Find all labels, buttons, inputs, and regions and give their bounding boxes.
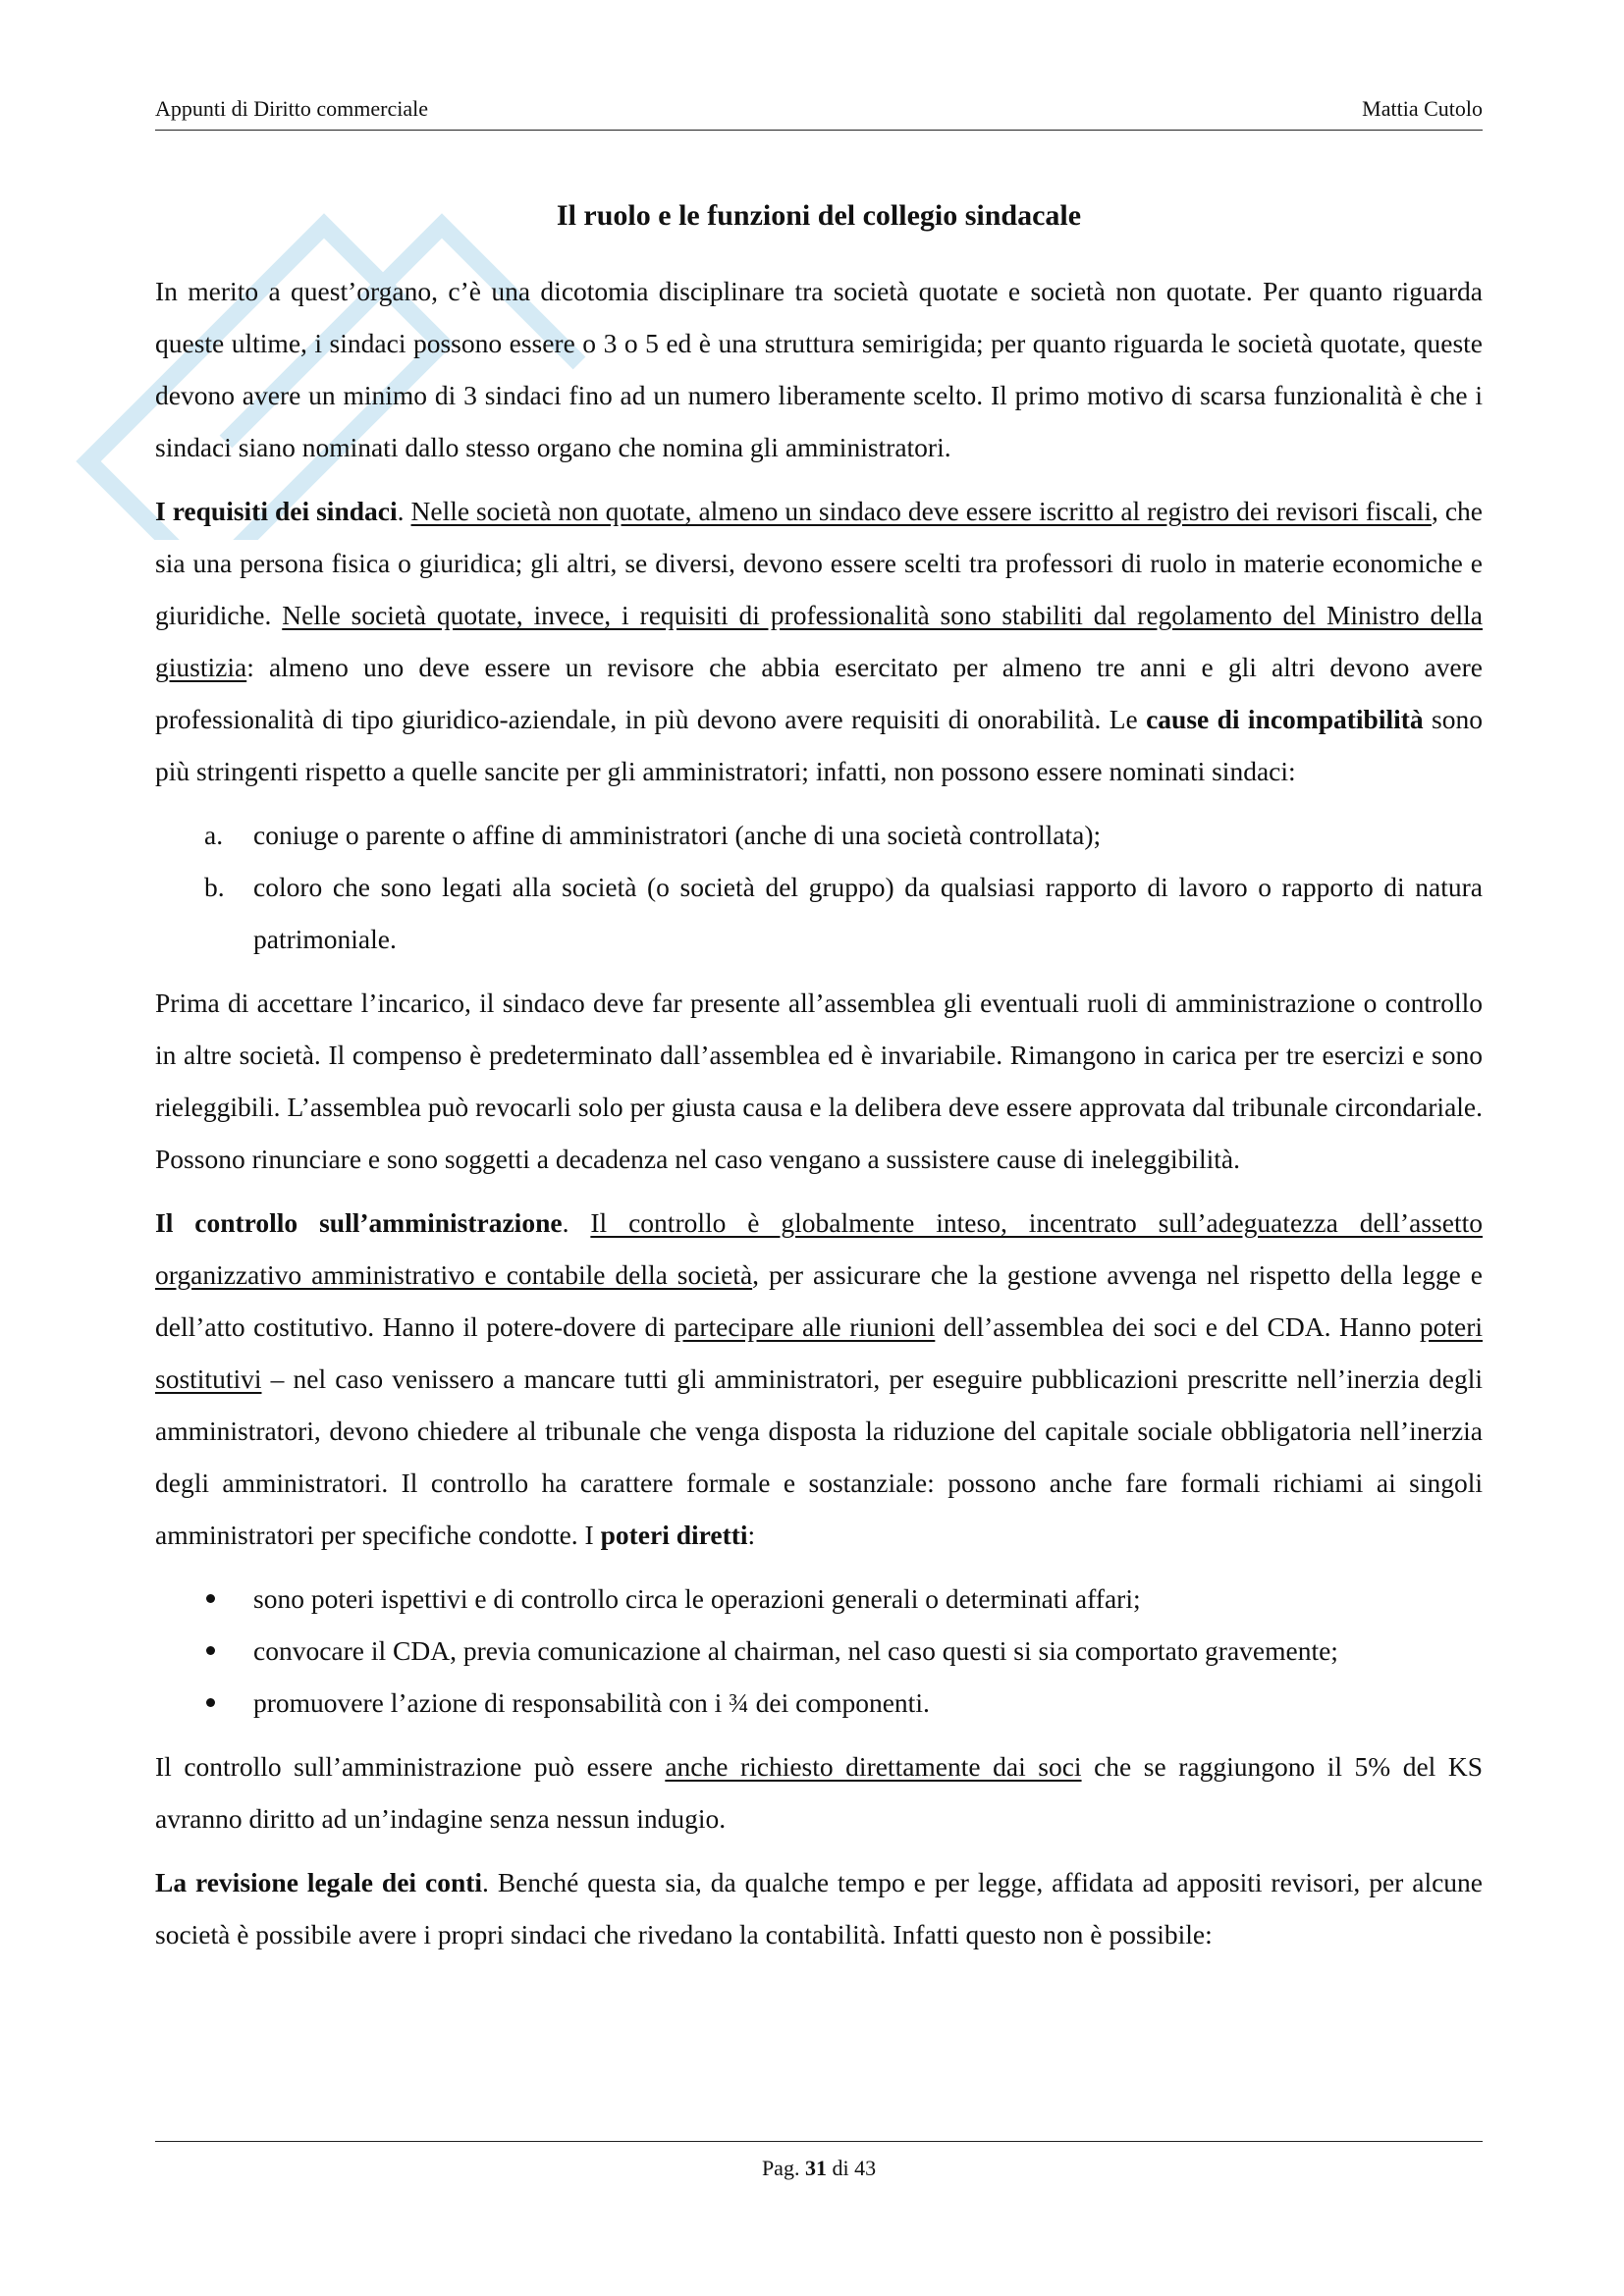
header-course-title: Appunti di Diritto commerciale	[155, 96, 428, 121]
incompatibility-list	[155, 809, 1483, 965]
underlined-text: anche richiesto direttamente dai soci	[665, 1751, 1082, 1782]
list-item: sono poteri ispettivi e di controllo circa le operazioni generali o determinati affari;	[155, 1573, 1483, 1625]
paragraph-lead: Il controllo sull’amministrazione	[155, 1207, 563, 1238]
bullet-icon	[206, 1594, 215, 1603]
page-total: 43	[854, 2156, 877, 2180]
list-marker: a.	[204, 820, 224, 850]
list-item: promuovere l’azione di responsabilità con i ¾ dei componenti.	[155, 1677, 1483, 1729]
paragraph-intro: In merito a quest’organo, c’è una dicotomia disciplinare tra società quotate e società non quotate. Per quanto riguarda queste ultime, i sindaci possono essere o 3 o 5 ed è una struttura semirigida; per quanto riguarda le società quotate, queste devono avere un minimo di 3 sindaci fino ad un numero liberamente scelto. Il primo motivo di scarsa funzionalità è che i sindaci siano nominati dallo stesso organo che nomina gli amministratori.	[155, 276, 1483, 462]
paragraph-incarico: Prima di accettare l’incarico, il sindaco deve far presente all’assemblea gli eventuali ruoli di amministrazione o controllo in altre società. Il compenso è predeterminato dall’assemblea ed è invariabile. Rimangono in carica per tre esercizi e sono rieleggibili. L’assemblea può revocarli solo per giusta causa e la delibera deve essere approvata dal tribunale circondariale. Possono rinunciare e sono soggetti a decadenza nel caso vengano a sussistere cause di ineleggibilità.	[155, 988, 1483, 1174]
page-footer: Pag. 31 di 43	[155, 2141, 1483, 2181]
list-item: convocare il CDA, previa comunicazione al chairman, nel caso questi si sia comportato gravemente;	[155, 1625, 1483, 1677]
paragraph-controllo: Il controllo sull’amministrazione. Il controllo è globalmente inteso, incentrato sull’adeguatezza dell’assetto organizzativo amministrativo e contabile della società, per assicurare che la gestione avvenga nel rispetto della legge e dell’atto costitutivo. Hanno il potere-dovere di partecipare alle riunioni dell’assemblea dei soci e del CDA. Hanno poteri sostitutivi – nel caso venissero a mancare tutti gli amministratori, per eseguire pubblicazioni prescritte nell’inerzia degli amministratori, devono chiedere al tribunale che venga disposta la riduzione del capitale sociale obbligatoria nell’inerzia degli amministratori. Il controllo ha carattere formale e sostanziale: possono anche fare formali richiami ai singoli amministratori per specifiche condotte. I poteri diretti:	[155, 1207, 1483, 1550]
paragraph-revisione: La revisione legale dei conti. Benché questa sia, da qualche tempo e per legge, affidata ad appositi revisori, per alcune società è possibile avere i propri sindaci che rivedano la contabilità. Infatti questo non è possibile:	[155, 1867, 1483, 1949]
page-header	[155, 96, 1483, 131]
list-item: b. coloro che sono legati alla società (o società del gruppo) da qualsiasi rapporto di lavoro o rapporto di natura patrimoniale.	[155, 861, 1483, 965]
underlined-text: Nelle società quotate, invece, i requisiti di professionalità sono stabiliti dal regolamento del Ministro della giustizia	[155, 600, 1483, 682]
main-content	[155, 187, 1483, 1972]
underlined-text: partecipare alle riunioni	[674, 1311, 936, 1342]
underlined-text: Nelle società non quotate, almeno un sindaco deve essere iscritto al registro dei revisori fiscali	[410, 496, 1432, 526]
bullet-icon	[206, 1646, 215, 1655]
powers-list	[155, 1573, 1483, 1729]
bold-text: poteri diretti	[600, 1520, 748, 1550]
bullet-icon	[206, 1698, 215, 1707]
page-number: 31	[804, 2156, 827, 2180]
underlined-text: Il controllo è globalmente inteso, incentrato sull’adeguatezza dell’assetto organizzativo amministrativo e contabile della società	[155, 1207, 1483, 1290]
paragraph-soci: Il controllo sull’amministrazione può essere anche richiesto direttamente dai soci che se raggiungono il 5% del KS avranno diritto ad un’indagine senza nessun indugio.	[155, 1751, 1484, 1834]
bold-text: cause di incompatibilità	[1146, 704, 1424, 734]
underlined-text: poteri sostitutivi	[155, 1311, 1483, 1394]
list-marker: b.	[204, 872, 225, 902]
paragraph-lead: La revisione legale dei conti	[155, 1867, 483, 1897]
section-title: Il ruolo e le funzioni del collegio sindacale	[556, 199, 1082, 232]
list-item: a. coniuge o parente o affine di amministratori (anche di una società controllata);	[155, 809, 1483, 861]
paragraph-lead: I requisiti dei sindaci	[155, 496, 398, 526]
header-author: Mattia Cutolo	[1362, 96, 1483, 121]
paragraph-requisiti: I requisiti dei sindaci. Nelle società non quotate, almeno un sindaco deve essere iscritto al registro dei revisori fiscali, che sia una persona fisica o giuridica; gli altri, se diversi, devono essere scelti tra professori di ruolo in materie economiche e giuridiche. Nelle società quotate, invece, i requisiti di professionalità sono stabiliti dal regolamento del Ministro della giustizia: almeno uno deve essere un revisore che abbia esercitato per almeno tre anni e gli altri devono avere professionalità di tipo giuridico-aziendale, in più devono avere requisiti di onorabilità. Le cause di incompatibilità sono più stringenti rispetto a quelle sancite per gli amministratori; infatti, non possono essere nominati sindaci:	[155, 496, 1484, 786]
